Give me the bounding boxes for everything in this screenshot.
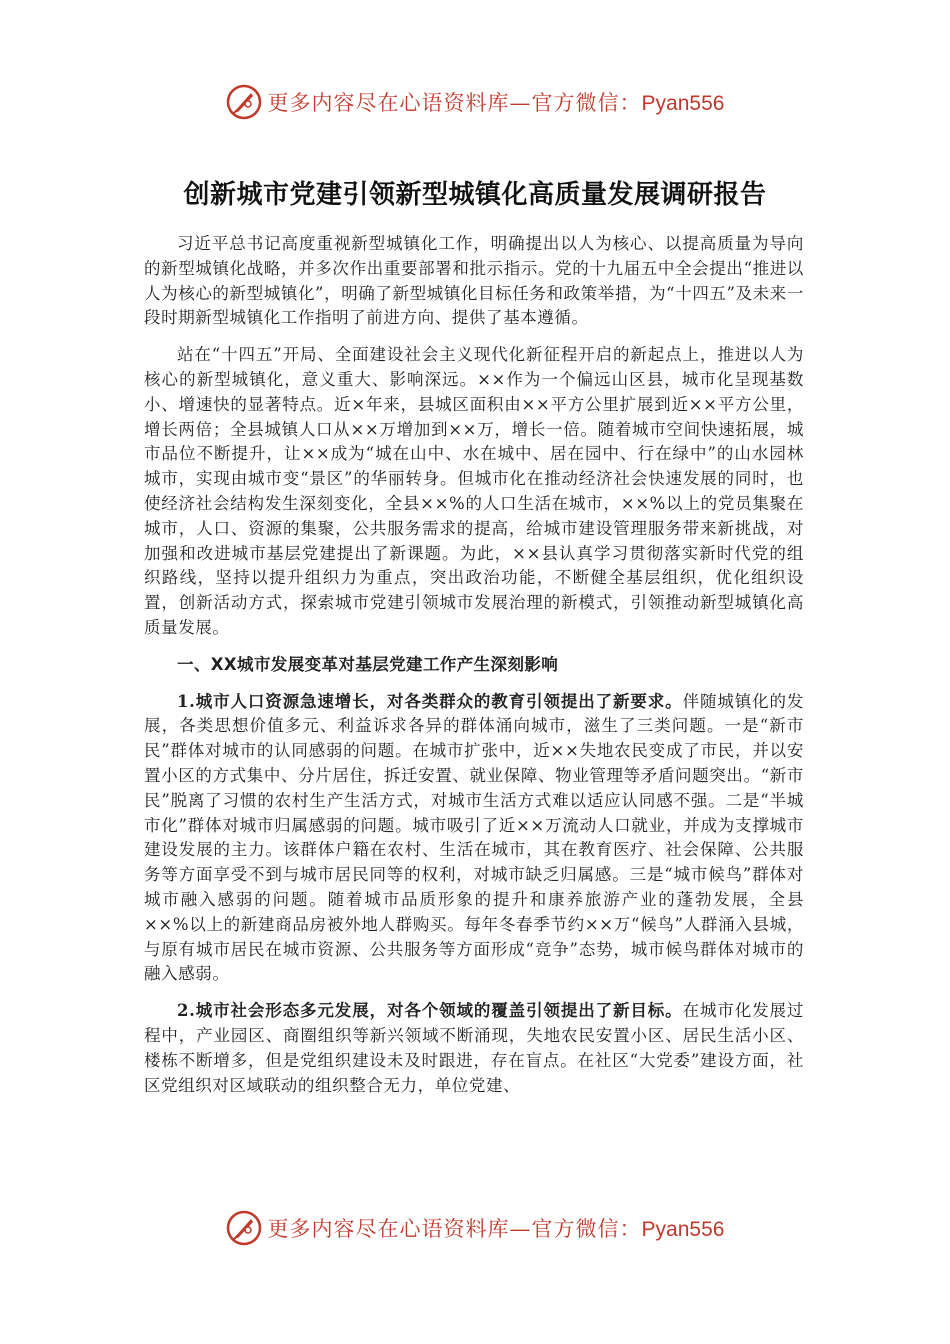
paragraph-point-1 xyxy=(144,690,804,988)
paragraph-point-2 xyxy=(144,999,804,1098)
watermark-banner-bottom xyxy=(0,1208,950,1248)
watermark-banner-top xyxy=(0,82,950,122)
paragraph-intro: 习近平总书记高度重视新型城镇化工作，明确提出以人为核心、以提高质量为导向的新型城镇化战略，并多次作出重要部署和批示指示。党的十九届五中全会提出“推进以人为核心的新型城镇化”，明确了新型城镇化目标任务和政策举措，为“十四五”及未来一段时期新型城镇化工作指明了前进方向、提供了基本遵循。 xyxy=(144,234,804,328)
point-2-lead: 2.城市社会形态多元发展，对各个领域的覆盖引领提出了新目标。 xyxy=(177,1001,683,1021)
paragraph-background: 站在“十四五”开局、全面建设社会主义现代化新征程开启的新起点上，推进以人为核心的新型城镇化，意义重大、影响深远。××作为一个偏远山区县，城市化呈现基数小、增速快的显著特点。近×年来，县城区面积由××平方公里扩展到近××平方公里，增长两倍；全县城镇人口从××万增加到××万，增长一倍。随着城市空间快速拓展，城市品位不断提升，让××成为“城在山中、水在城中、居在园中、行在绿中”的山水园林城市，实现由城市变“景区”的华丽转身。但城市化在推动经济社会快速发展的同时，也使经济社会结构发生深刻变化，全县××%的人口生活在城市，××%以上的党员集聚在城市，人口、资源的集聚，公共服务需求的提高，给城市建设管理服务带来新挑战，对加强和改进城市基层党建提出了新课题。为此，××县认真学习贯彻落实新时代党的组织路线，坚持以提升组织力为重点，突出政治功能，不断健全基层组织，优化组织设置，创新活动方式，探索城市党建引领城市发展治理的新模式，引领推动新型城镇化高质量发展。 xyxy=(144,345,804,637)
section-heading-1: 一、XX城市发展变革对基层党建工作产生深刻影响 xyxy=(177,654,559,674)
point-1-body: 伴随城镇化的发展，各类思想价值多元、利益诉求各异的群体涌向城市，滋生了三类问题。一是“新市民”群体对城市的认同感弱的问题。在城市扩张中，近××失地农民变成了市民，并以安置小区的方式集中、分片居住，拆迁安置、就业保障、物业管理等矛盾问题突出。“新市民”脱离了习惯的农村生产生活方式，对城市生活方式难以适应认同感不强。二是“半城市化”群体对城市归属感弱的问题。城市吸引了近××万流动人口就业，并成为支撑城市建设发展的主力。该群体户籍在农村、生活在城市，其在教育医疗、社会保障、公共服务等方面享受不到与城市居民同等的权利，对城市缺乏归属感。三是“城市候鸟”群体对城市融入感弱的问题。随着城市品质形象的提升和康养旅游产业的蓬勃发展，全县××%以上的新建商品房被外地人群购买。每年冬春季节约××万“候鸟”人群涌入县城，与原有城市居民在城市资源、公共服务等方面形成“竞争”态势，城市候鸟群体对城市的融入感弱。 xyxy=(144,691,804,984)
point-2-body: 在城市化发展过程中，产业园区、商圈组织等新兴领域不断涌现，失地农民安置小区、居民生活小区、楼栋不断增多，但是党组织建设未及时跟进，存在盲点。在社区“大党委”建设方面，社区党组织对区域联动的组织整合无力，单位党建、 xyxy=(144,1001,804,1095)
document-title: 创新城市党建引领新型城镇化高质量发展调研报告 xyxy=(183,180,767,210)
quill-logo-icon xyxy=(226,1210,262,1246)
point-1-lead: 1.城市人口资源急速增长，对各类群众的教育引领提出了新要求。 xyxy=(177,691,683,711)
watermark-text: 更多内容尽在心语资料库—官方微信：Pyan556 xyxy=(267,91,725,115)
document-body xyxy=(144,232,804,1110)
quill-logo-icon xyxy=(226,84,262,120)
watermark-text: 更多内容尽在心语资料库—官方微信：Pyan556 xyxy=(267,1217,725,1241)
